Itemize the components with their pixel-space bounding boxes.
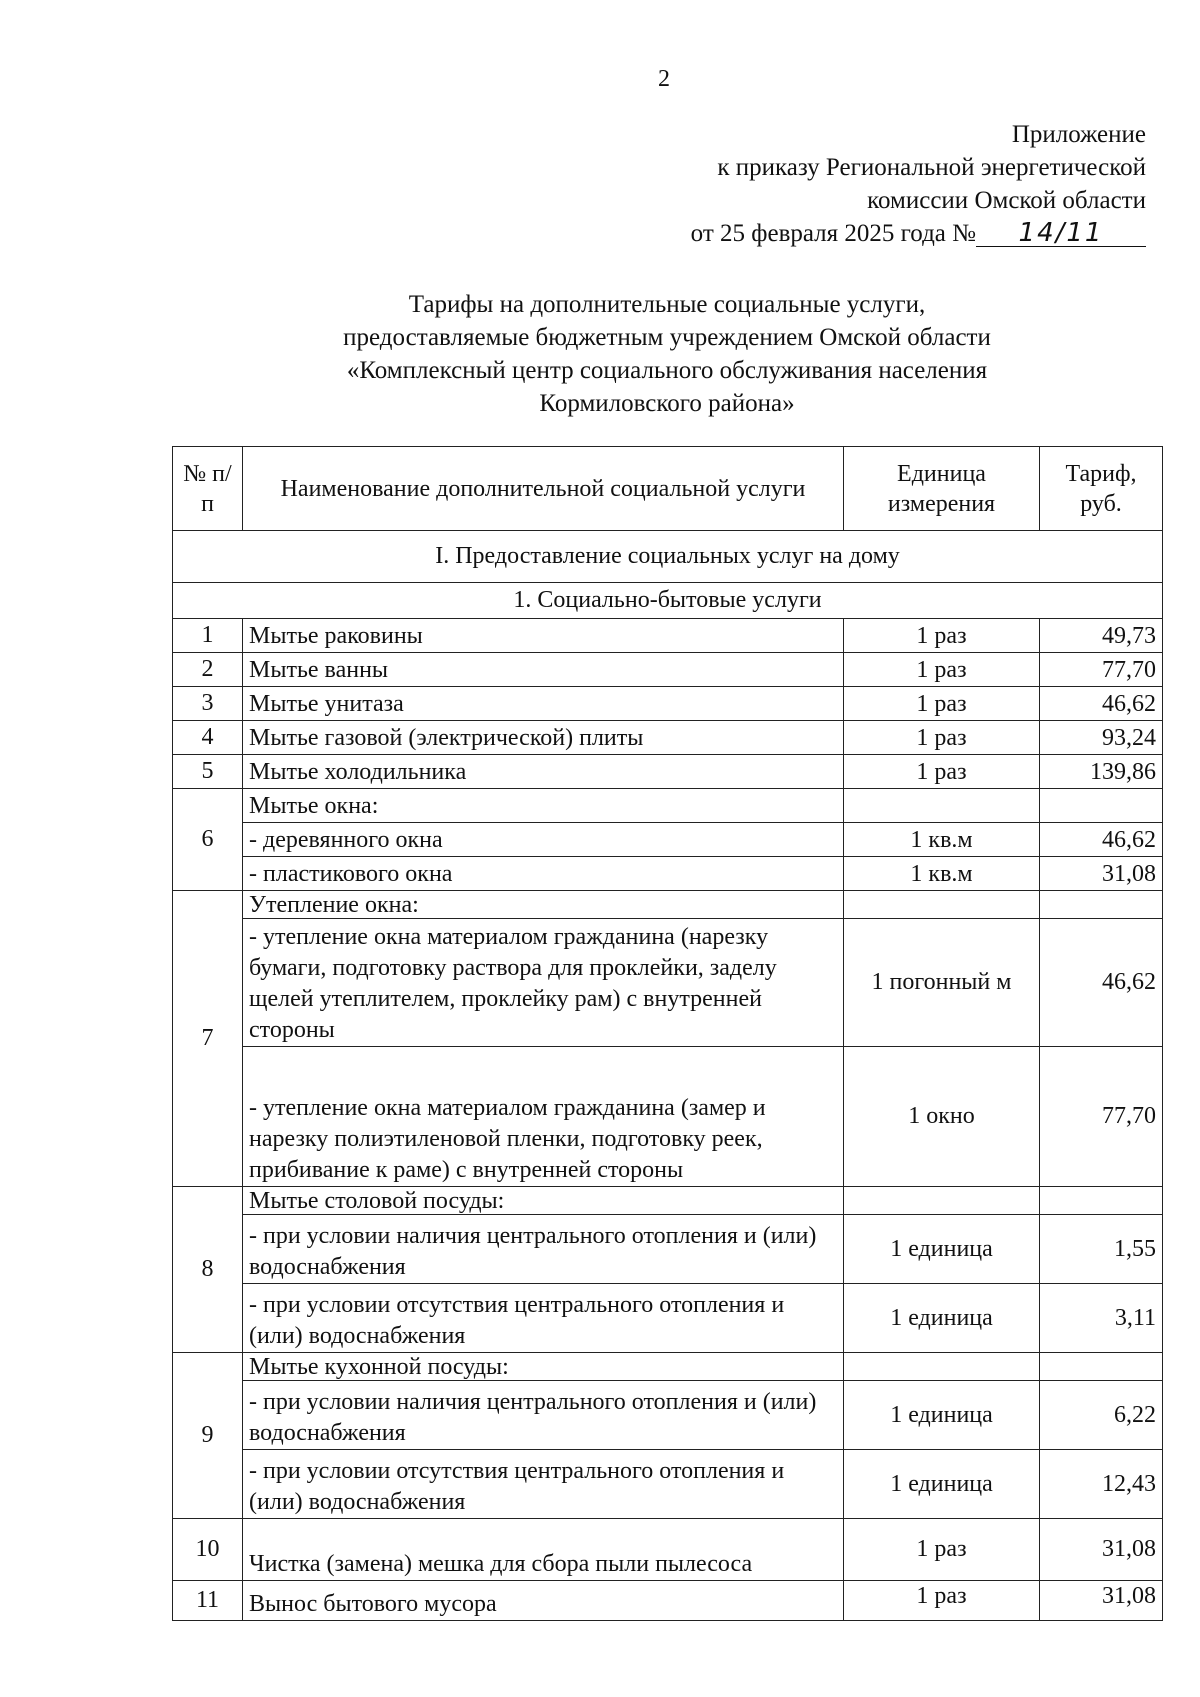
- row-unit: 1 раз: [844, 653, 1040, 687]
- appendix-line: комиссии Омской области: [867, 187, 1146, 214]
- appendix-block: [691, 118, 1146, 250]
- row-name: - деревянного окна: [243, 823, 844, 857]
- row-name: Мытье газовой (электрической) плиты: [243, 721, 844, 755]
- row-num: 9: [173, 1353, 243, 1519]
- empty-cell: [844, 1353, 1040, 1381]
- title-line: Кормиловского района»: [539, 390, 795, 417]
- title-line: предоставляемые бюджетным учреждением Омской области: [343, 324, 991, 351]
- row-tariff: 31,08: [1040, 1519, 1163, 1581]
- row-tariff: 1,55: [1040, 1215, 1163, 1284]
- row-num: 8: [173, 1187, 243, 1353]
- table-subrow: [173, 823, 1163, 857]
- header-name: Наименование дополнительной социальной услуги: [243, 447, 844, 531]
- table-header: [173, 447, 1163, 531]
- row-num: 2: [173, 653, 243, 687]
- header-tariff: Тариф, руб.: [1040, 447, 1163, 531]
- table-row: [173, 619, 1163, 653]
- row-name: - утепление окна материалом гражданина (нарезку бумаги, подготовку раствора для проклейки, заделу щелей утеплителем, проклейку рам) с внутренней стороны: [243, 919, 844, 1047]
- table-subrow: [173, 857, 1163, 891]
- row-unit: 1 раз: [844, 721, 1040, 755]
- row-name: Мытье раковины: [243, 619, 844, 653]
- tariff-table: [172, 446, 1163, 1621]
- row-name: Мытье унитаза: [243, 687, 844, 721]
- row-unit: 1 кв.м: [844, 857, 1040, 891]
- row-unit: 1 единица: [844, 1381, 1040, 1450]
- row-name: - при условии отсутствия центрального отопления и (или) водоснабжения: [243, 1284, 844, 1353]
- table-row: [173, 1519, 1163, 1581]
- row-num: 5: [173, 755, 243, 789]
- table-subrow: [173, 1381, 1163, 1450]
- table-row: [173, 653, 1163, 687]
- row-unit: 1 кв.м: [844, 823, 1040, 857]
- header-unit: Единица измерения: [844, 447, 1040, 531]
- row-num: 4: [173, 721, 243, 755]
- row-name: - при условии наличия центрального отопления и (или) водоснабжения: [243, 1381, 844, 1450]
- row-tariff: 6,22: [1040, 1381, 1163, 1450]
- row-name: Мытье столовой посуды:: [243, 1187, 844, 1215]
- subsection-heading: 1. Социально-бытовые услуги: [173, 583, 1163, 619]
- page-number: 2: [658, 66, 670, 92]
- row-num: 6: [173, 789, 243, 891]
- empty-cell: [1040, 789, 1163, 823]
- row-unit: 1 раз: [844, 1581, 1040, 1621]
- row-tariff: 139,86: [1040, 755, 1163, 789]
- row-unit: 1 единица: [844, 1215, 1040, 1284]
- row-tariff: 46,62: [1040, 919, 1163, 1047]
- row-unit: 1 раз: [844, 619, 1040, 653]
- row-unit: 1 единица: [844, 1284, 1040, 1353]
- row-unit: 1 погонный м: [844, 919, 1040, 1047]
- table-row: [173, 1187, 1163, 1215]
- table-row: [173, 1581, 1163, 1621]
- row-tariff: 77,70: [1040, 653, 1163, 687]
- row-num: 3: [173, 687, 243, 721]
- empty-cell: [1040, 1187, 1163, 1215]
- empty-cell: [1040, 1353, 1163, 1381]
- table-subrow: [173, 919, 1163, 1047]
- section-heading: I. Предоставление социальных услуг на дому: [173, 531, 1163, 583]
- table-subrow: [173, 1450, 1163, 1519]
- row-name: Мытье холодильника: [243, 755, 844, 789]
- row-tariff: 46,62: [1040, 687, 1163, 721]
- row-unit: 1 раз: [844, 687, 1040, 721]
- order-number-handwritten: 14/11: [976, 220, 1146, 247]
- appendix-date-line: [691, 217, 1146, 250]
- table-row: [173, 721, 1163, 755]
- row-unit: 1 раз: [844, 755, 1040, 789]
- table-row: [173, 891, 1163, 919]
- appendix-line: к приказу Региональной энергетической: [717, 154, 1146, 181]
- row-name: - при условии наличия центрального отопления и (или) водоснабжения: [243, 1215, 844, 1284]
- row-unit: 1 раз: [844, 1519, 1040, 1581]
- row-name: Мытье кухонной посуды:: [243, 1353, 844, 1381]
- table-row: [173, 1353, 1163, 1381]
- row-tariff: 49,73: [1040, 619, 1163, 653]
- row-tariff: 31,08: [1040, 857, 1163, 891]
- document-title: [172, 288, 1162, 420]
- table-row: [173, 687, 1163, 721]
- row-name: Вынос бытового мусора: [243, 1581, 844, 1621]
- row-tariff: 3,11: [1040, 1284, 1163, 1353]
- row-tariff: 46,62: [1040, 823, 1163, 857]
- table-subrow: [173, 1215, 1163, 1284]
- table-row: [173, 755, 1163, 789]
- row-name: Утепление окна:: [243, 891, 844, 919]
- row-name: Мытье окна:: [243, 789, 844, 823]
- row-num: 11: [173, 1581, 243, 1621]
- row-tariff: 12,43: [1040, 1450, 1163, 1519]
- row-unit: 1 окно: [844, 1047, 1040, 1187]
- row-unit: 1 единица: [844, 1450, 1040, 1519]
- header-num: № п/п: [173, 447, 243, 531]
- appendix-date: от 25 февраля 2025 года №: [690, 220, 976, 247]
- title-line: Тарифы на дополнительные социальные услуги,: [408, 291, 926, 318]
- row-name: Мытье ванны: [243, 653, 844, 687]
- row-tariff: 77,70: [1040, 1047, 1163, 1187]
- empty-cell: [844, 891, 1040, 919]
- empty-cell: [844, 1187, 1040, 1215]
- row-num: 10: [173, 1519, 243, 1581]
- appendix-line: Приложение: [1011, 121, 1146, 148]
- row-tariff: 93,24: [1040, 721, 1163, 755]
- empty-cell: [844, 789, 1040, 823]
- row-num: 1: [173, 619, 243, 653]
- table-row: [173, 789, 1163, 823]
- table-subrow: [173, 1047, 1163, 1187]
- row-name: - утепление окна материалом гражданина (замер и нарезку полиэтиленовой пленки, подготовку реек, прибивание к раме) с внутренней стороны: [243, 1047, 844, 1187]
- row-name: - пластикового окна: [243, 857, 844, 891]
- empty-cell: [1040, 891, 1163, 919]
- row-name: - при условии отсутствия центрального отопления и (или) водоснабжения: [243, 1450, 844, 1519]
- row-name: Чистка (замена) мешка для сбора пыли пылесоса: [243, 1519, 844, 1581]
- row-num: 7: [173, 891, 243, 1187]
- row-tariff: 31,08: [1040, 1581, 1163, 1621]
- table-subrow: [173, 1284, 1163, 1353]
- title-line: «Комплексный центр социального обслуживания населения: [346, 357, 988, 384]
